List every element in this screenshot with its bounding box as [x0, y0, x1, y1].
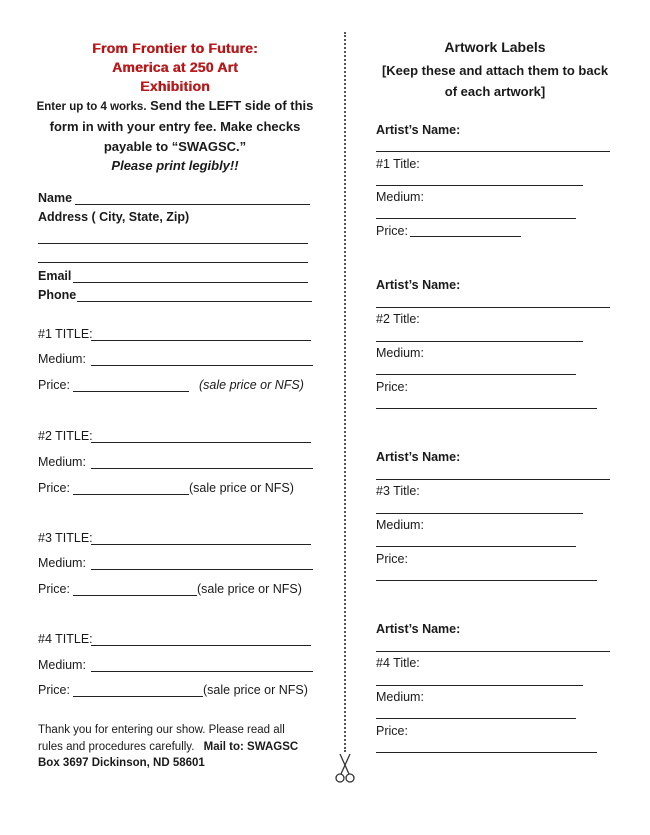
label1-artist-label: Artist’s Name:	[376, 123, 461, 137]
work2-title-field[interactable]	[91, 442, 311, 443]
labels-instructions-line1: [Keep these and attach them to back	[381, 63, 609, 78]
label3-medium-field[interactable]	[376, 546, 576, 547]
work1-title-field[interactable]	[91, 340, 311, 341]
work4-title-label: #4 TITLE:	[38, 632, 93, 646]
work3-medium-field[interactable]	[91, 569, 313, 570]
name-label: Name	[38, 191, 73, 205]
instructions-line4: Please print legibly!!	[111, 158, 239, 173]
work1-title-label: #1 TITLE:	[38, 327, 93, 341]
work1-price-label: Price:	[38, 378, 70, 392]
label4-artist-label: Artist’s Name:	[376, 622, 461, 636]
scissors-icon	[334, 752, 356, 784]
label1-medium-field[interactable]	[376, 218, 576, 219]
label1-title-label: #1 Title:	[376, 157, 420, 171]
label4-medium-label: Medium:	[376, 690, 424, 704]
work4-price-label: Price:	[38, 683, 70, 697]
address-field-line1[interactable]	[38, 243, 308, 244]
label4-title-field[interactable]	[376, 685, 583, 686]
instructions-line1	[25, 98, 325, 113]
instructions-max-works: Enter up to 4 works.	[36, 101, 147, 113]
label2-price-field[interactable]	[376, 408, 597, 409]
email-label: Email	[38, 269, 72, 283]
work4-price-note: (sale price or NFS)	[203, 683, 308, 697]
label3-artist-label: Artist’s Name:	[376, 450, 461, 464]
label3-title-field[interactable]	[376, 513, 583, 514]
cut-line-divider	[344, 32, 346, 752]
footer-rules: rules and procedures carefully.	[38, 741, 195, 753]
label3-price-label: Price:	[376, 552, 408, 566]
label4-medium-field[interactable]	[376, 718, 576, 719]
label2-title-label: #2 Title:	[376, 312, 420, 326]
label2-artist-label: Artist’s Name:	[376, 278, 461, 292]
work1-medium-label: Medium:	[38, 352, 86, 366]
work3-price-label: Price:	[38, 582, 70, 596]
instructions-line2: form in with your entry fee. Make checks	[49, 119, 301, 134]
label1-artist-field[interactable]	[376, 151, 610, 152]
label2-title-field[interactable]	[376, 341, 583, 342]
labels-instructions-line2: of each artwork]	[444, 84, 546, 99]
name-field[interactable]	[75, 204, 310, 205]
work1-price-field[interactable]	[73, 391, 189, 392]
label1-title-field[interactable]	[376, 185, 583, 186]
footer-mail-to: Mail to: SWAGSC	[203, 741, 299, 753]
label3-price-field[interactable]	[376, 580, 597, 581]
label4-artist-field[interactable]	[376, 651, 610, 652]
label3-medium-label: Medium:	[376, 518, 424, 532]
label4-price-label: Price:	[376, 724, 408, 738]
work3-price-field[interactable]	[73, 595, 197, 596]
work2-title-label: #2 TITLE:	[38, 429, 93, 443]
work4-medium-field[interactable]	[91, 671, 313, 672]
work4-price-field[interactable]	[73, 696, 203, 697]
labels-title: Artwork Labels	[444, 39, 546, 55]
label1-medium-label: Medium:	[376, 190, 424, 204]
phone-label: Phone	[38, 288, 77, 302]
label1-price-label: Price:	[376, 224, 408, 238]
work3-title-field[interactable]	[91, 544, 311, 545]
label2-medium-field[interactable]	[376, 374, 576, 375]
work2-price-note: (sale price or NFS)	[189, 481, 294, 495]
label4-title-label: #4 Title:	[376, 656, 420, 670]
work2-medium-field[interactable]	[91, 468, 313, 469]
work3-price-note: (sale price or NFS)	[197, 582, 302, 596]
exhibition-title-line2: America at 250 Art	[111, 59, 239, 75]
work2-price-label: Price:	[38, 481, 70, 495]
exhibition-title-line1: From Frontier to Future:	[92, 40, 258, 56]
work1-price-note: (sale price or NFS)	[199, 378, 304, 392]
label4-price-field[interactable]	[376, 752, 597, 753]
label1-price-field[interactable]	[410, 236, 521, 237]
work2-price-field[interactable]	[73, 494, 189, 495]
work1-medium-field[interactable]	[91, 365, 313, 366]
work4-medium-label: Medium:	[38, 658, 86, 672]
footer-rules-line	[38, 741, 298, 753]
label3-artist-field[interactable]	[376, 479, 610, 480]
work2-medium-label: Medium:	[38, 455, 86, 469]
exhibition-title-line3: Exhibition	[140, 78, 210, 94]
work3-title-label: #3 TITLE:	[38, 531, 93, 545]
address-field-line2[interactable]	[38, 262, 308, 263]
email-field[interactable]	[73, 282, 308, 283]
instructions-line3: payable to “SWAGSC.”	[103, 139, 247, 154]
label2-medium-label: Medium:	[376, 346, 424, 360]
work3-medium-label: Medium:	[38, 556, 86, 570]
work4-title-field[interactable]	[91, 645, 311, 646]
address-label: Address ( City, State, Zip)	[38, 210, 190, 224]
footer-address: Box 3697 Dickinson, ND 58601	[38, 757, 205, 769]
label2-artist-field[interactable]	[376, 307, 610, 308]
instructions-send-left: Send the LEFT side of this	[150, 98, 314, 113]
footer-thanks: Thank you for entering our show. Please read all	[38, 724, 285, 736]
label2-price-label: Price:	[376, 380, 408, 394]
phone-field[interactable]	[77, 301, 312, 302]
label3-title-label: #3 Title:	[376, 484, 420, 498]
